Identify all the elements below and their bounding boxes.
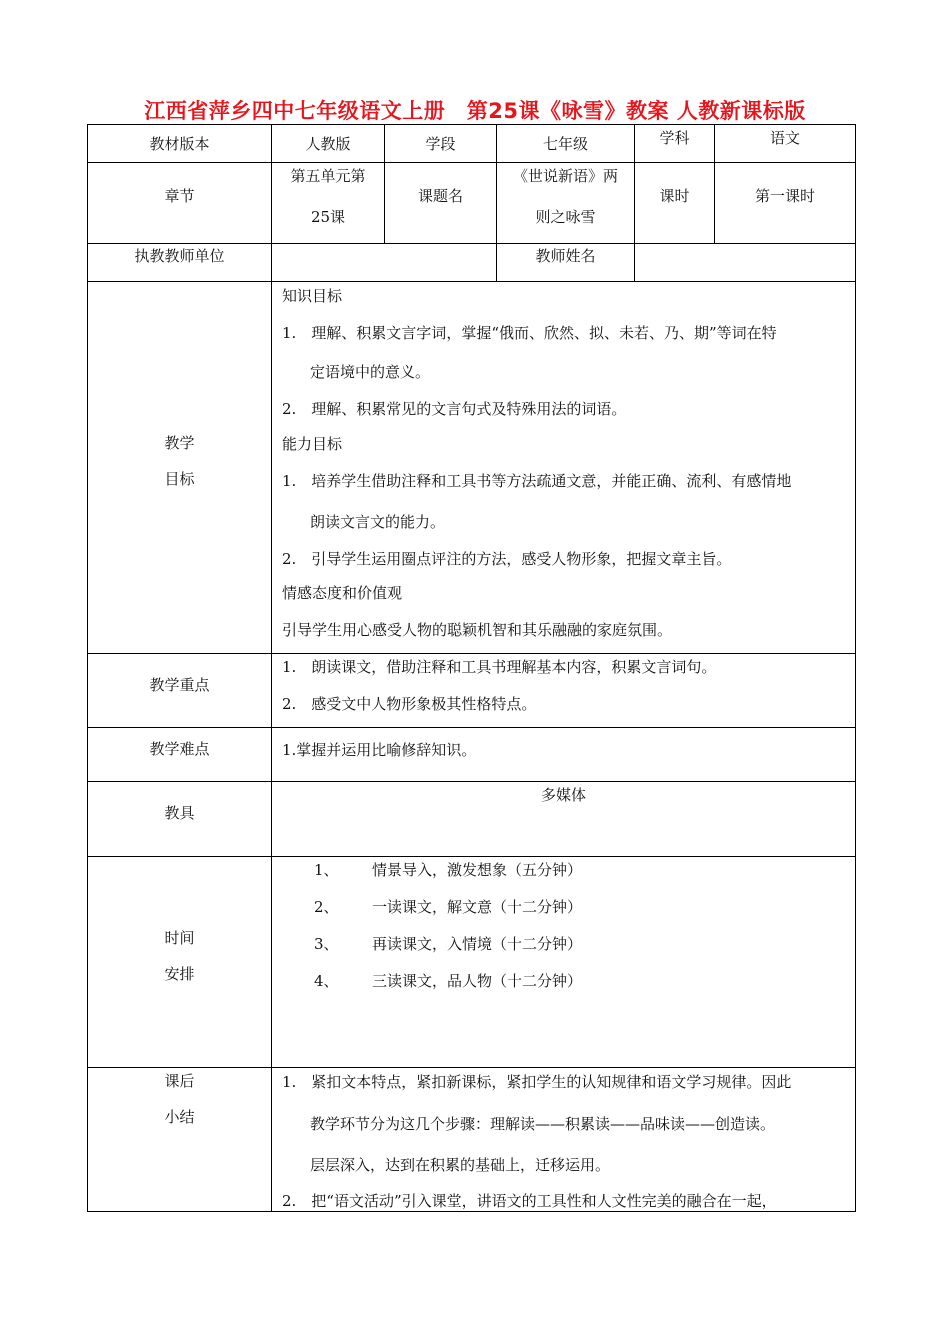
goals-label-line1: 教学: [164, 434, 195, 452]
goals-label-line2: 目标: [164, 470, 195, 488]
goals-heading-attitude: 情感态度和价值观: [282, 584, 403, 602]
label-stage: 学段: [425, 135, 456, 153]
label-teacher-name: 教师姓名: [535, 247, 596, 265]
summary-line: 层层深入，达到在积累的基础上，迁移运用。: [310, 1156, 611, 1174]
goals-line: 2. 引导学生运用圈点评注的方法，感受人物形象，把握文章主旨。: [282, 550, 732, 568]
schedule-item-number: 4、: [314, 972, 339, 990]
tools-value: 多媒体: [540, 786, 586, 804]
goals-line: 1. 培养学生借助注释和工具书等方法疏通文意，并能正确、流利、有感情地: [282, 472, 792, 490]
value-period: 第一课时: [754, 187, 815, 205]
schedule-item-text: 情景导入，激发想象（五分钟）: [372, 861, 583, 879]
value-subject: 语文: [769, 129, 800, 147]
summary-label-line1: 课后: [164, 1072, 195, 1090]
document-title: 江西省萍乡四中七年级语文上册 第25课《咏雪》教案 人教新课标版: [144, 99, 806, 123]
summary-line: 教学环节分为这几个步骤：理解读——积累读——品味读——创造读。: [310, 1115, 776, 1133]
label-textbook-version: 教材版本: [149, 135, 210, 153]
value-chapter-line1: 第五单元第: [290, 167, 366, 185]
goals-line: 引导学生用心感受人物的聪颖机智和其乐融融的家庭氛围。: [282, 621, 673, 639]
label-chapter: 章节: [164, 187, 195, 205]
schedule-item-number: 3、: [314, 935, 339, 953]
goals-line: 朗读文言文的能力。: [310, 513, 446, 531]
schedule-item-number: 1、: [314, 861, 339, 879]
label-subject: 学科: [659, 129, 690, 147]
schedule-item-number: 2、: [314, 898, 339, 916]
goals-line: 定语境中的意义。: [310, 363, 431, 381]
key-points-label: 教学重点: [149, 676, 210, 694]
value-lesson-title-line1: 《世说新语》两: [512, 167, 618, 185]
goals-heading-knowledge: 知识目标: [282, 287, 343, 305]
value-lesson-title-line2: 则之咏雪: [535, 208, 596, 226]
summary-line: 1. 紧扣文本特点，紧扣新课标，紧扣学生的认知规律和语文学习规律。因此: [282, 1073, 792, 1091]
schedule-label-line2: 安排: [164, 965, 195, 983]
value-textbook-version: 人教版: [305, 135, 351, 153]
key-point-line: 1. 朗读课文，借助注释和工具书理解基本内容，积累文言词句。: [282, 658, 717, 676]
schedule-label-line1: 时间: [164, 929, 195, 947]
goals-line: 2. 理解、积累常见的文言句式及特殊用法的词语。: [282, 400, 627, 418]
label-lesson-title: 课题名: [417, 187, 463, 205]
goals-line: 1. 理解、积累文言字词，掌握“俄而、欣然、拟、未若、乃、期”等词在特: [282, 324, 777, 342]
value-chapter-line2: 25课: [310, 208, 346, 226]
schedule-item-text: 再读课文，入情境（十二分钟）: [372, 935, 583, 953]
summary-line: 2. 把“语文活动”引入课堂，讲语文的工具性和人文性完美的融合在一起，: [282, 1192, 777, 1210]
label-period: 课时: [659, 187, 690, 205]
schedule-item-text: 三读课文，品人物（十二分钟）: [372, 972, 583, 990]
schedule-item-text: 一读课文，解文意（十二分钟）: [372, 898, 583, 916]
difficulty-line: 1.掌握并运用比喻修辞知识。: [282, 741, 477, 759]
goals-heading-ability: 能力目标: [282, 435, 343, 453]
value-stage: 七年级: [542, 135, 588, 153]
label-teacher-unit: 执教教师单位: [134, 247, 225, 265]
summary-label-line2: 小结: [164, 1108, 195, 1126]
tools-label: 教具: [164, 804, 195, 822]
difficulties-label: 教学难点: [149, 740, 210, 758]
key-point-line: 2. 感受文中人物形象极其性格特点。: [282, 695, 537, 713]
